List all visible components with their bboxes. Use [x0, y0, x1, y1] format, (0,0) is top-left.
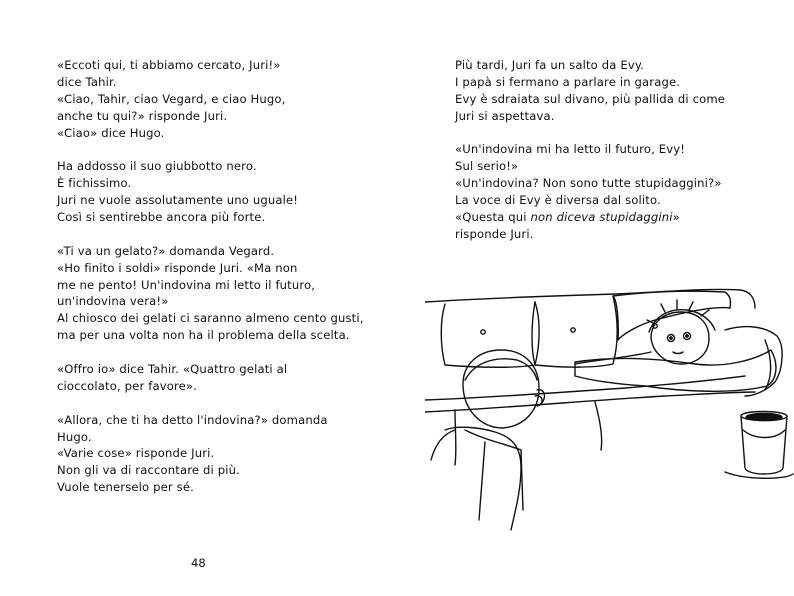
bucket-inside [746, 414, 782, 421]
paragraph [455, 57, 725, 125]
text-line: Vuole tenerselo per sé. [57, 480, 194, 495]
text-line: «Ho finito i soldi» risponde Juri. «Ma non [57, 260, 298, 275]
text-line: cioccolato, per favore». [57, 378, 197, 393]
sofa-seat-front [595, 402, 602, 450]
text-line: ma per una volta non ha il problema della scelta. [57, 328, 350, 343]
bucket-body [741, 416, 787, 474]
text-line: me ne pento! Un'indovina mi letto il futuro, [57, 277, 316, 292]
text-line: «Eccoti qui, ti abbiamo cercato, Juri!» [57, 58, 281, 72]
text-line: «Ciao» dice Hugo. [57, 125, 165, 140]
sofa-seat [425, 376, 745, 400]
text-line: «Varie cose» risponde Juri. [57, 446, 215, 461]
left-page-text [57, 57, 364, 496]
evy-blanket [575, 350, 776, 391]
paragraph [57, 361, 364, 395]
text-line: Ha addosso il suo giubbotto nero. [57, 159, 257, 174]
juri-head [463, 350, 539, 428]
sofa-seat-front [455, 410, 456, 465]
evy-mouth [673, 352, 683, 354]
bucket-handle [743, 430, 785, 438]
right-page-text [455, 57, 725, 243]
paragraph [57, 243, 364, 344]
text-line: Evy è sdraiata sul divano, più pallida di come [455, 91, 726, 106]
text-line: Hugo. [57, 429, 92, 444]
text-line: «Ciao, Tahir, ciao Vegard, e ciao Hugo, [57, 91, 286, 106]
right-page [397, 0, 794, 596]
text-line: Juri si aspettava. [455, 108, 555, 123]
text-line: Più tardi, Juri fa un salto da Evy. [455, 58, 645, 72]
text-line: Così si sentirebbe ancora più forte. [57, 210, 266, 225]
illustration [425, 280, 794, 540]
button [571, 328, 575, 332]
text-line: È fichissimo. [57, 176, 132, 191]
text-line: «Offro io» dice Tahir. «Quattro gelati al [57, 362, 288, 377]
evy-head [651, 312, 709, 364]
juri-shoulder [431, 430, 455, 460]
button [481, 330, 485, 334]
text-line: Sul serio!» [455, 159, 519, 174]
text-line: I papà si fermano a parlare in garage. [455, 74, 681, 89]
page-number: 48 [191, 556, 206, 570]
text-line: «Allora, che ti ha detto l'indovina?» domanda [57, 412, 328, 427]
sofa-arm [725, 327, 782, 396]
quote-italic: non diceva stupidaggini [530, 210, 673, 225]
text-line: risponde Juri. [455, 226, 534, 241]
text-line: anche tu qui?» risponde Juri. [57, 108, 228, 123]
juri-hair [465, 359, 537, 380]
text-line: dice Tahir. [57, 74, 117, 89]
text-line: «Ti va un gelato?» domanda Vegard. [57, 243, 275, 258]
text-line: Juri ne vuole assolutamente uno uguale! [57, 193, 299, 208]
bucket-shadow [725, 472, 793, 478]
paragraph [57, 158, 364, 226]
text-line: un'indovina vera!» [57, 294, 169, 309]
paragraph [57, 57, 364, 141]
paragraph [57, 412, 364, 496]
sofa-cushion [613, 291, 730, 340]
quote-prefix: «Questa qui [455, 210, 531, 225]
quote-suffix: » [672, 210, 680, 225]
text-line: «Un'indovina? Non sono tutte stupidaggini?» [455, 176, 722, 191]
sofa-seat-edge [425, 392, 755, 412]
sofa-scene-drawing [425, 280, 794, 540]
text-line: Non gli va di raccontare di più. [57, 463, 240, 478]
text-line: La voce di Evy è diversa dal solito. [455, 193, 661, 208]
text-line: «Un'indovina mi ha letto il futuro, Evy! [455, 142, 686, 157]
sofa-back [425, 289, 755, 308]
quote-line [455, 209, 725, 226]
sofa-arm [765, 340, 771, 390]
paragraph [455, 141, 725, 242]
text-line: Al chiosco dei gelati ci saranno almeno cento gusti, [57, 311, 364, 326]
